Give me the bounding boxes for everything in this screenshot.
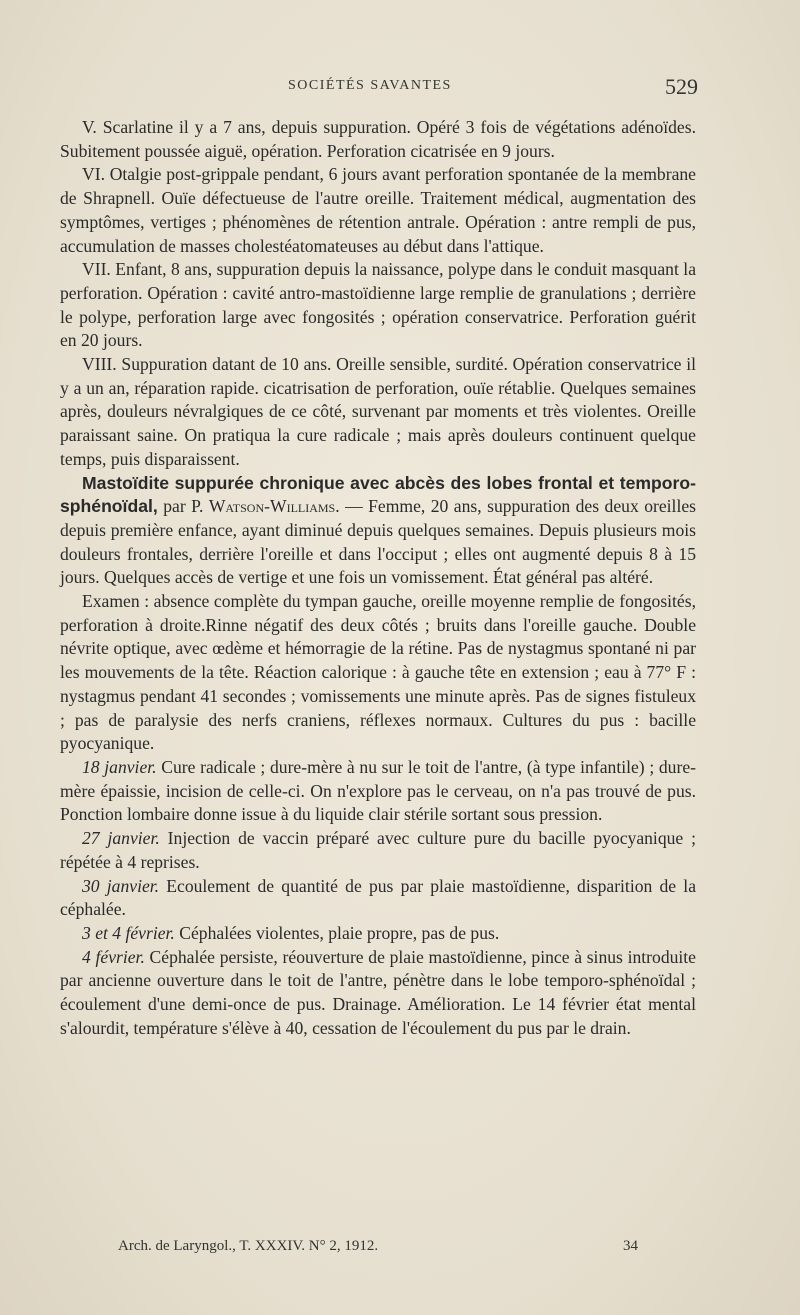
article-body: [60, 116, 696, 1040]
page-number: 529: [665, 74, 698, 99]
case-viii-paragraph: VIII. Suppuration datant de 10 ans. Oreille sensible, surdité. Opération conservatrice il y a un an, réparation rapide. cicatrisation de perforation, ouïe rétablie. Quelques semaines après, douleurs névralgiques de ce côté, survenant par moments et très violentes. Oreille paraissant saine. On pratiqua la cure radicale ; mais après douleurs continuent quelque temps, puis disparaissent.: [60, 354, 696, 469]
entry-18-janvier: [60, 756, 696, 827]
journal-reference: Arch. de Laryngol., T. XXXIV. N° 2, 1912.: [118, 1238, 379, 1254]
case-v-paragraph: V. Scarlatine il y a 7 ans, depuis suppuration. Opéré 3 fois de végétations adénoïdes. Subitement poussée aiguë, opération. Perforation cicatrisée en 9 jours.: [60, 117, 696, 161]
article-author: Watson-Williams: [208, 496, 336, 517]
running-head: SOCIÉTÉS SAVANTES: [288, 78, 452, 93]
entry-date: 30 janvier.: [82, 875, 160, 896]
article-intro-text: . — Femme, 20 ans, suppuration des deux oreilles depuis première enfance, ayant diminué depuis quelques semaines. Depuis plusieurs mois douleurs frontales, derrière l'oreille et dans l'occiput ; elles ont augmenté depuis 8 à 15 jours. Quelques accès de vertige et une fois un vomissement. État général pas altéré.: [60, 496, 696, 588]
entry-text: Céphalée persiste, réouverture de plaie mastoïdienne, pince à sinus introduite par ancienne ouverture dans le toit de l'antre, pénètre dans le lobe temporo-sphénoïdal ; écoulement d'une demi-once de pus. Drainage. Amélioration. Le 14 février état mental s'alourdit, température s'élève à 40, cessation de l'écoulement du pus par le drain.: [60, 946, 696, 1038]
exam-paragraph: Examen : absence complète du tympan gauche, oreille moyenne remplie de fongosités, perforation à droite.Rinne négatif des deux côtés ; bruits dans l'oreille gauche. Double névrite optique, avec œdème et hémorragie de la rétine. Pas de nystagmus spontané ni par les mouvements de la tête. Réaction calorique : à gauche tête en extension ; eau à 77° F : nystagmus pendant 41 secondes ; vomissements une minute après. Pas de signes fistuleux ; pas de paralysie des nerfs craniens, réflexes normaux. Cultures du pus : bacille pyocyanique.: [60, 591, 696, 754]
signature-mark: 34: [623, 1238, 638, 1254]
page-header: [60, 74, 700, 100]
entry-date: 4 février.: [82, 946, 145, 967]
entry-text: Injection de vaccin préparé avec culture pure du bacille pyocyanique ; répétée à 4 reprises.: [60, 828, 697, 872]
entry-30-janvier: [60, 875, 696, 922]
article-intro-paragraph: [60, 472, 696, 591]
article-by: par P.: [157, 496, 209, 517]
case-vii-paragraph: VII. Enfant, 8 ans, suppuration depuis la naissance, polype dans le conduit masquant la perforation. Opération : cavité antro-mastoïdienne large remplie de granulations ; derrière le polype, perforation large avec fongosités ; opération conservatrice. Perforation guérit en 20 jours.: [60, 259, 696, 351]
entry-date: 3 et 4 février.: [82, 922, 175, 943]
entry-text: Cure radicale ; dure-mère à nu sur le toit de l'antre, (à type infantile) ; dure-mère épaissie, incision de celle-ci. On n'explore pas le cerveau, on n'a pas trouvé de pus. Ponction lombaire donne issue à du liquide clair stérile sortant sous pression.: [60, 756, 696, 825]
entry-date: 18 janvier.: [82, 756, 157, 777]
entry-text: Céphalées violentes, plaie propre, pas de pus.: [174, 922, 500, 943]
case-vi-paragraph: VI. Otalgie post-grippale pendant, 6 jours avant perforation spontanée de la membrane de Shrapnell. Ouïe défectueuse de l'autre oreille. Traitement médical, augmentation des symptômes, vertiges ; phénomènes de rétention antrale. Opération : antre rempli de pus, accumulation de masses cholestéatomateuses au début dans l'attique.: [60, 164, 696, 256]
entry-27-janvier: [60, 827, 696, 874]
article-title: Mastoïdite suppurée chronique avec abcès des lobes frontal et temporo-sphénoïdal,: [60, 472, 696, 517]
entry-date: 27 janvier.: [82, 828, 160, 849]
entry-text: Ecoulement de quantité de pus par plaie mastoïdienne, disparition de la céphalée.: [60, 875, 696, 920]
entry-3-4-fevrier: [60, 922, 696, 946]
entry-4-fevrier: [60, 946, 696, 1041]
page-footer: [118, 1238, 638, 1260]
